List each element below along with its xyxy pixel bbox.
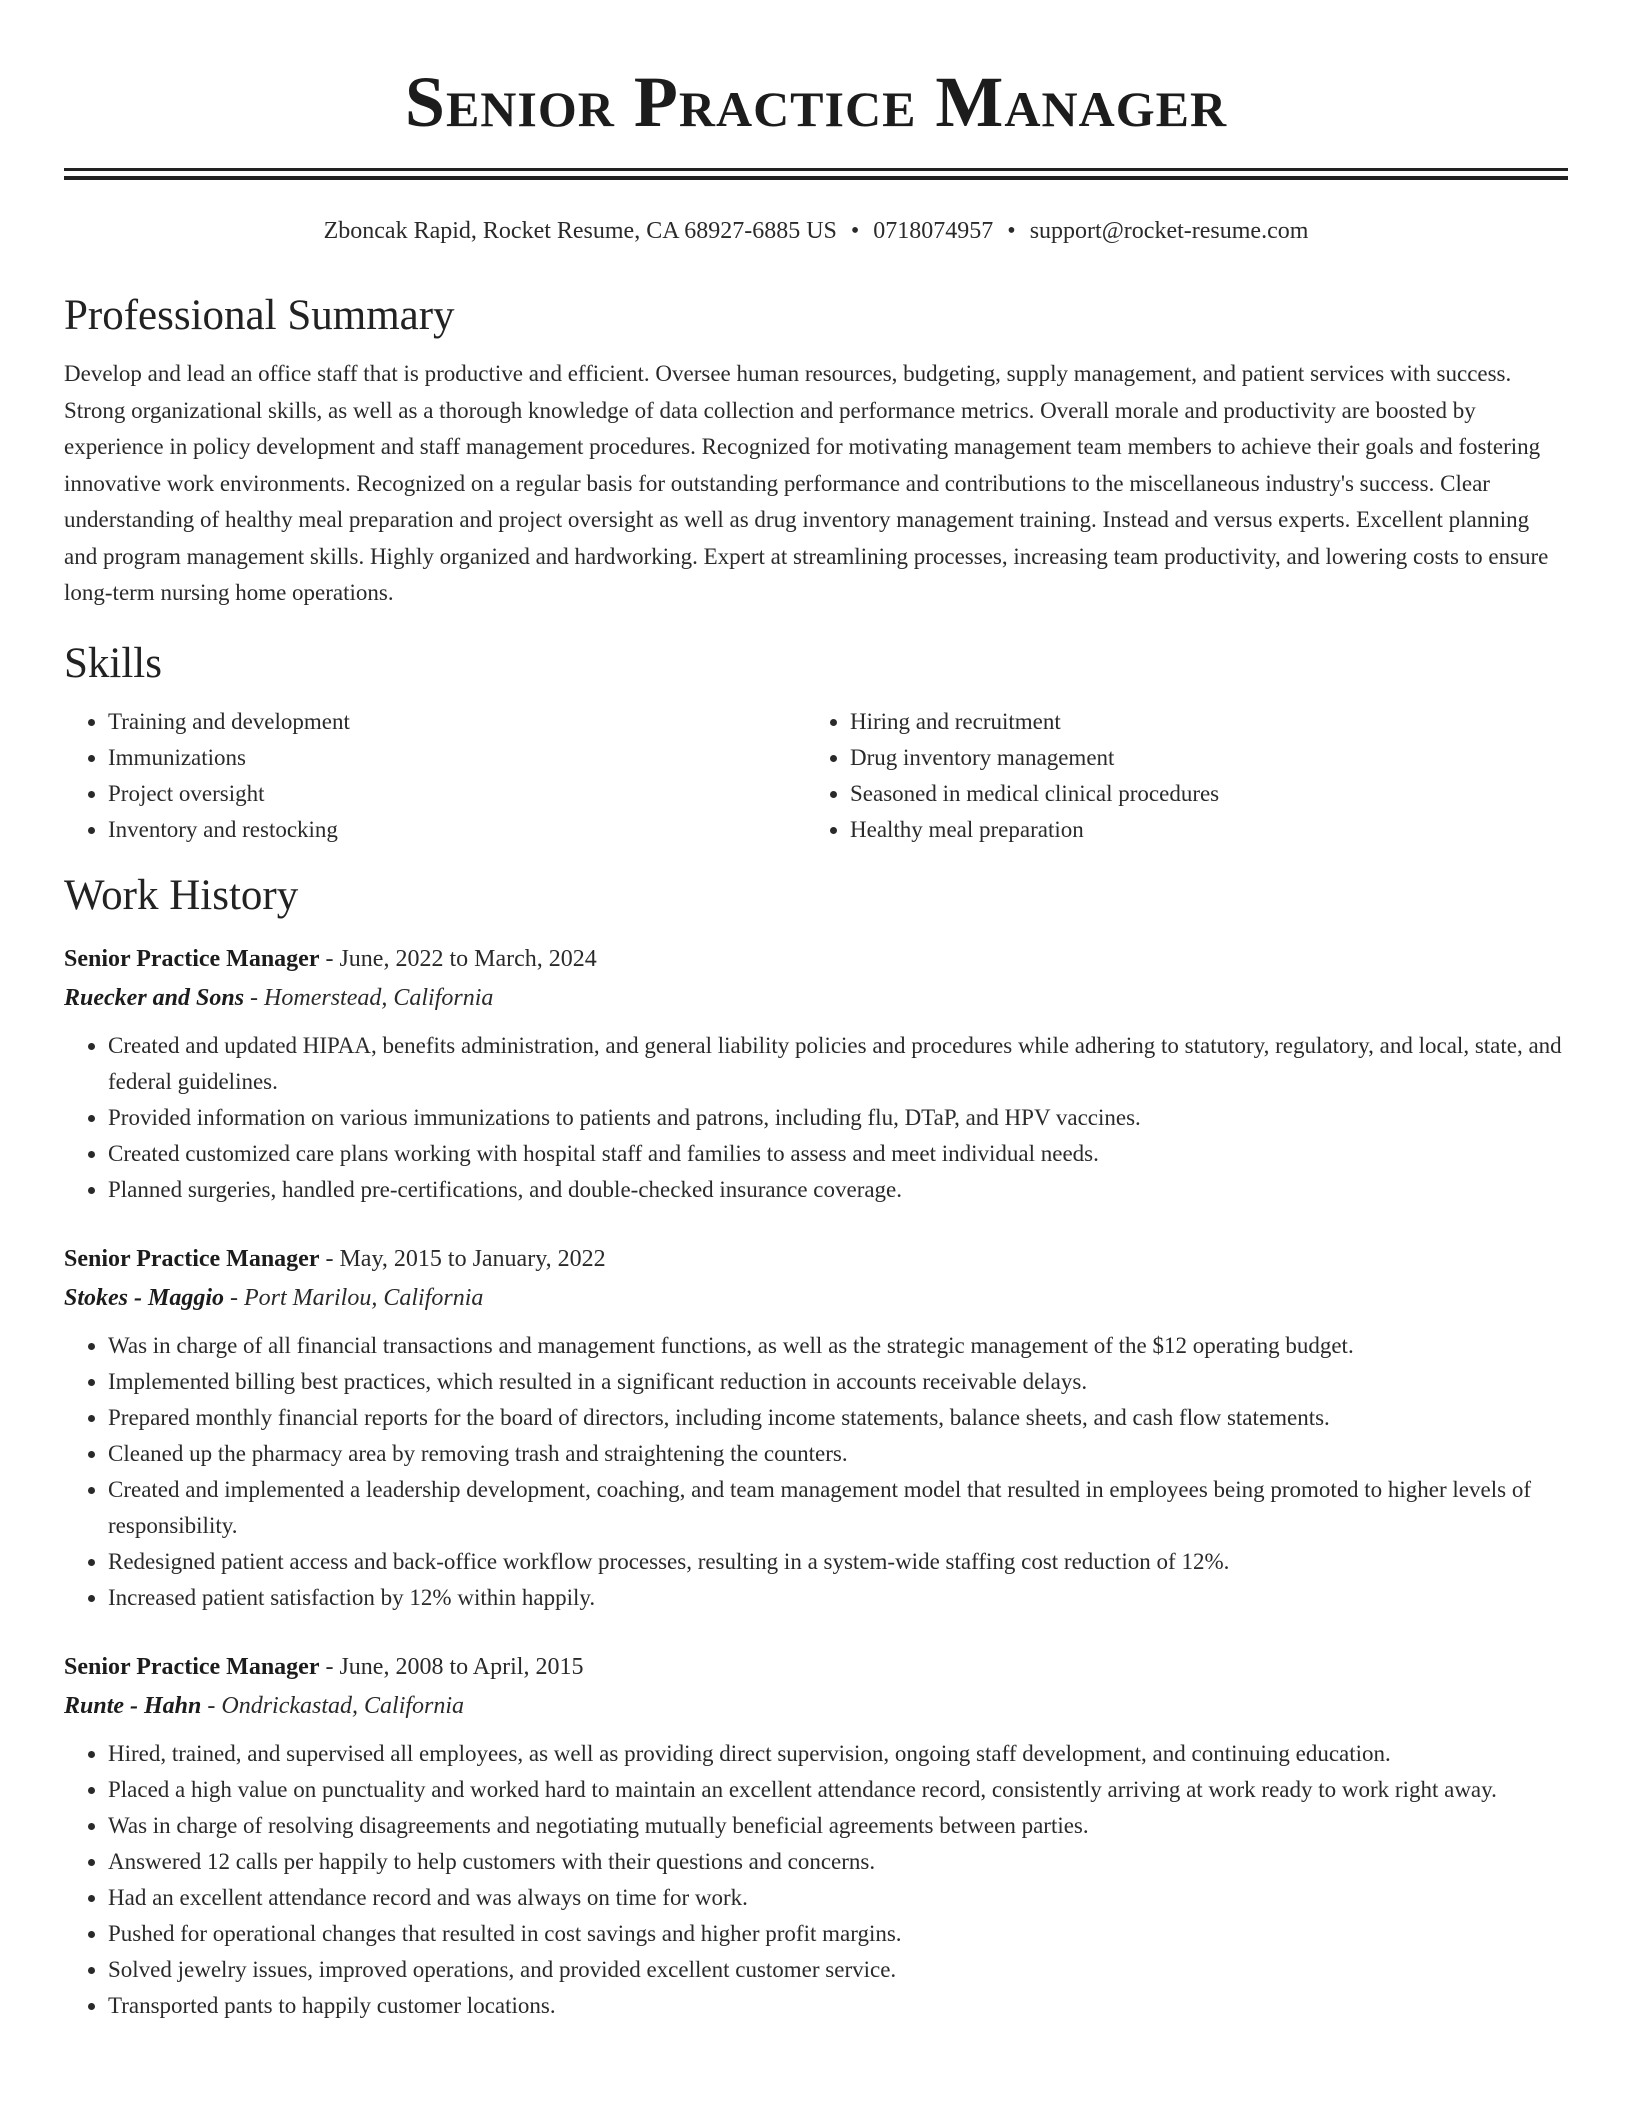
job-title-line: [64, 940, 1568, 978]
contact-email: support@rocket-resume.com: [1029, 218, 1309, 244]
job-company: Ruecker and Sons: [64, 984, 245, 1011]
job-title-line: [64, 1240, 1568, 1278]
job-bullet: • Created and implemented a leadership development, coaching, and team management model that resulted in employees being promoted to higher levels of responsibility.: [108, 1472, 1568, 1544]
job-bullet: • Prepared monthly financial reports for the board of directors, including income statements, balance sheets, and cash flow statements.: [108, 1400, 1568, 1436]
summary-heading: Professional Summary: [64, 292, 455, 339]
job-bullet: • Was in charge of all financial transactions and management functions, as well as the strategic management of the $12 operating budget.: [108, 1328, 1568, 1364]
job-dates: - May, 2015 to January, 2022: [319, 1245, 606, 1272]
job-bullet: • Created customized care plans working with hospital staff and families to assess and meet individual needs.: [108, 1136, 1568, 1172]
job-location: - Ondrickastad, California: [201, 1692, 465, 1719]
job-bullet: • Pushed for operational changes that resulted in cost savings and higher profit margins.: [108, 1916, 1568, 1952]
job-bullet: • Solved jewelry issues, improved operations, and provided excellent customer service.: [108, 1952, 1568, 1988]
skill-item: • Inventory and restocking: [108, 812, 806, 848]
job-company-line: [64, 1686, 1568, 1726]
skill-item: • Project oversight: [108, 776, 806, 812]
job-bullet: • Answered 12 calls per happily to help customers with their questions and concerns.: [108, 1844, 1568, 1880]
job-company: Stokes - Maggio: [64, 1284, 225, 1311]
skills-column-left: [64, 704, 806, 848]
job-location: - Port Marilou, California: [224, 1284, 484, 1311]
skill-item: • Immunizations: [108, 740, 806, 776]
job-bullet: • Created and updated HIPAA, benefits administration, and general liability policies and procedures while adhering to statutory, regulatory, and local, state, and federal guidelines.: [108, 1028, 1568, 1100]
job-bullet: • Redesigned patient access and back-office workflow processes, resulting in a system-wide staffing cost reduction of 12%.: [108, 1544, 1568, 1580]
work-history-heading: Work History: [64, 871, 299, 919]
skill-item: • Drug inventory management: [850, 740, 1548, 776]
job-bullet: • Increased patient satisfaction by 12% within happily.: [108, 1580, 1568, 1616]
job-title-line: [64, 1648, 1568, 1686]
contact-address: Zboncak Rapid, Rocket Resume, CA 68927-6885 US: [323, 218, 837, 244]
header-divider: [64, 168, 1568, 180]
job-bullet: • Cleaned up the pharmacy area by removing trash and straightening the counters.: [108, 1436, 1568, 1472]
job-location: - Homerstead, California: [244, 984, 494, 1011]
job-entry: [64, 940, 1568, 1208]
job-dates: - June, 2022 to March, 2024: [319, 945, 597, 972]
contact-separator: •: [1007, 218, 1016, 244]
job-bullet: • Planned surgeries, handled pre-certifications, and double-checked insurance coverage.: [108, 1172, 1568, 1208]
job-bullet: • Implemented billing best practices, which resulted in a significant reduction in accounts receivable delays.: [108, 1364, 1568, 1400]
contact-line: [64, 214, 1568, 248]
job-entry: [64, 1648, 1568, 2024]
job-bullet: • Transported pants to happily customer locations.: [108, 1988, 1568, 2024]
job-company-line: [64, 1278, 1568, 1318]
job-dates: - June, 2008 to April, 2015: [319, 1653, 584, 1680]
job-role: Senior Practice Manager: [64, 1653, 320, 1680]
skill-item: • Seasoned in medical clinical procedures: [850, 776, 1548, 812]
skill-item: • Training and development: [108, 704, 806, 740]
summary-text: Develop and lead an office staff that is productive and efficient. Oversee human resources, budgeting, supply management, and patient services with success. Strong organizational skills, as well as a thorough knowledge of data collection and performance metrics. Overall morale and productivity are boosted by experience in policy development and staff management procedures. Recognized for motivating management team members to achieve their goals and fostering innovative work environments. Recognized on a regular basis for outstanding performance and contributions to the miscellaneous industry's success. Clear understanding of healthy meal preparation and project oversight as well as drug inventory management training. Instead and versus experts. Excellent planning and program management skills. Highly organized and hardworking. Expert at streamlining processes, increasing team productivity, and lowering costs to ensure long-term nursing home operations.: [64, 361, 1549, 605]
job-bullet: • Hired, trained, and supervised all employees, as well as providing direct supervision, ongoing staff development, and continuing education.: [108, 1736, 1568, 1772]
job-bullet: • Had an excellent attendance record and was always on time for work.: [108, 1880, 1568, 1916]
job-bullets: [64, 1028, 1568, 1208]
skills-column-right: [806, 704, 1548, 848]
job-bullet: • Was in charge of resolving disagreements and negotiating mutually beneficial agreements between parties.: [108, 1808, 1568, 1844]
job-role: Senior Practice Manager: [64, 1245, 320, 1272]
job-company-line: [64, 978, 1568, 1018]
job-role: Senior Practice Manager: [64, 945, 320, 972]
page-title: Senior Practice Manager: [404, 62, 1228, 142]
skill-item: • Hiring and recruitment: [850, 704, 1548, 740]
job-company: Runte - Hahn: [64, 1692, 202, 1719]
contact-separator: •: [850, 218, 860, 244]
job-bullets: [64, 1736, 1568, 2024]
job-bullet: • Placed a high value on punctuality and worked hard to maintain an excellent attendance record, consistently arriving at work ready to work right away.: [108, 1772, 1568, 1808]
skills-heading: Skills: [64, 639, 162, 687]
contact-phone: 0718074957: [873, 218, 994, 244]
job-bullets: [64, 1328, 1568, 1616]
job-entry: [64, 1240, 1568, 1616]
skill-item: • Healthy meal preparation: [850, 812, 1548, 848]
job-bullet: • Provided information on various immunizations to patients and patrons, including flu, DTaP, and HPV vaccines.: [108, 1100, 1568, 1136]
skills-list: [64, 704, 1568, 848]
